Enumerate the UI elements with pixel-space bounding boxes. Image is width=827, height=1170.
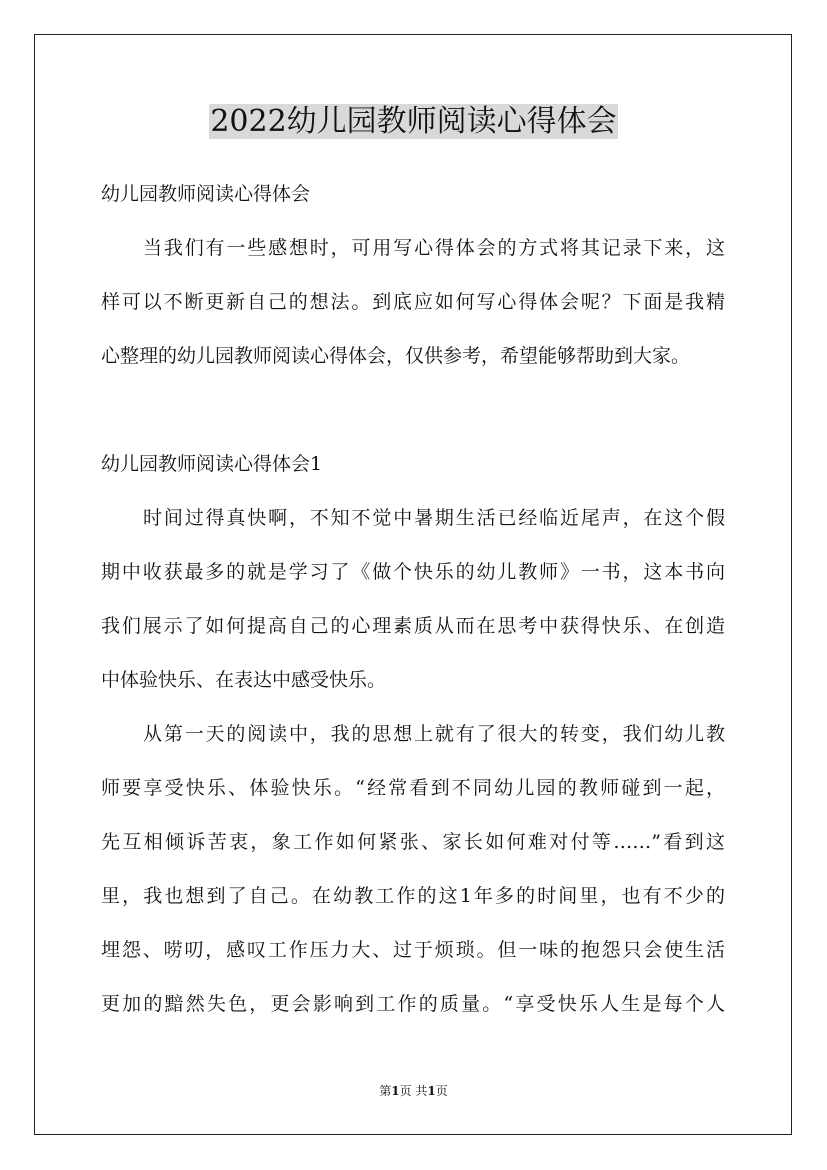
footer-total-pages: 1 xyxy=(427,1084,436,1098)
document-subtitle: 幼儿园教师阅读心得体会 xyxy=(101,183,311,205)
footer-prefix: 第 xyxy=(379,1084,392,1098)
intro-line-2: 样可以不断更新自己的想法。到底应如何写心得体会呢？下面是我精 xyxy=(101,291,725,313)
footer-mid: 页 共 xyxy=(399,1084,428,1098)
paragraph2-line-1: 从第一天的阅读中，我的思想上就有了很大的转变，我们幼儿教 xyxy=(143,723,725,745)
page-footer xyxy=(0,1083,827,1099)
intro-line-3: 心整理的幼儿园教师阅读心得体会，仅供参考，希望能够帮助到大家。 xyxy=(101,345,691,367)
paragraph1-line-1: 时间过得真快啊，不知不觉中暑期生活已经临近尾声，在这个假 xyxy=(143,507,725,529)
document-title-text: 2022幼儿园教师阅读心得体会 xyxy=(210,104,617,139)
paragraph1-line-3: 我们展示了如何提高自己的心理素质从而在思考中获得快乐、在创造 xyxy=(101,615,725,637)
paragraph2-line-2: 师要享受快乐、体验快乐。“经常看到不同幼儿园的教师碰到一起， xyxy=(101,777,725,799)
paragraph2-line-6: 更加的黯然失色，更会影响到工作的质量。“享受快乐人生是每个人 xyxy=(101,993,725,1015)
footer-suffix: 页 xyxy=(435,1084,448,1098)
paragraph2-line-3: 先互相倾诉苦衷，象工作如何紧张、家长如何难对付等……”看到这 xyxy=(101,831,725,853)
section-heading: 幼儿园教师阅读心得体会1 xyxy=(101,453,323,475)
document-title xyxy=(0,100,827,144)
footer-page-number: 1 xyxy=(391,1084,400,1098)
paragraph1-line-4: 中体验快乐、在表达中感受快乐。 xyxy=(101,669,387,691)
paragraph2-line-5: 埋怨、唠叨，感叹工作压力大、过于烦琐。但一味的抱怨只会使生活 xyxy=(101,939,725,961)
paragraph1-line-2: 期中收获最多的就是学习了《做个快乐的幼儿教师》一书，这本书向 xyxy=(101,561,725,583)
intro-line-1: 当我们有一些感想时，可用写心得体会的方式将其记录下来，这 xyxy=(143,237,725,259)
paragraph2-line-4: 里，我也想到了自己。在幼教工作的这1年多的时间里，也有不少的 xyxy=(101,885,725,907)
